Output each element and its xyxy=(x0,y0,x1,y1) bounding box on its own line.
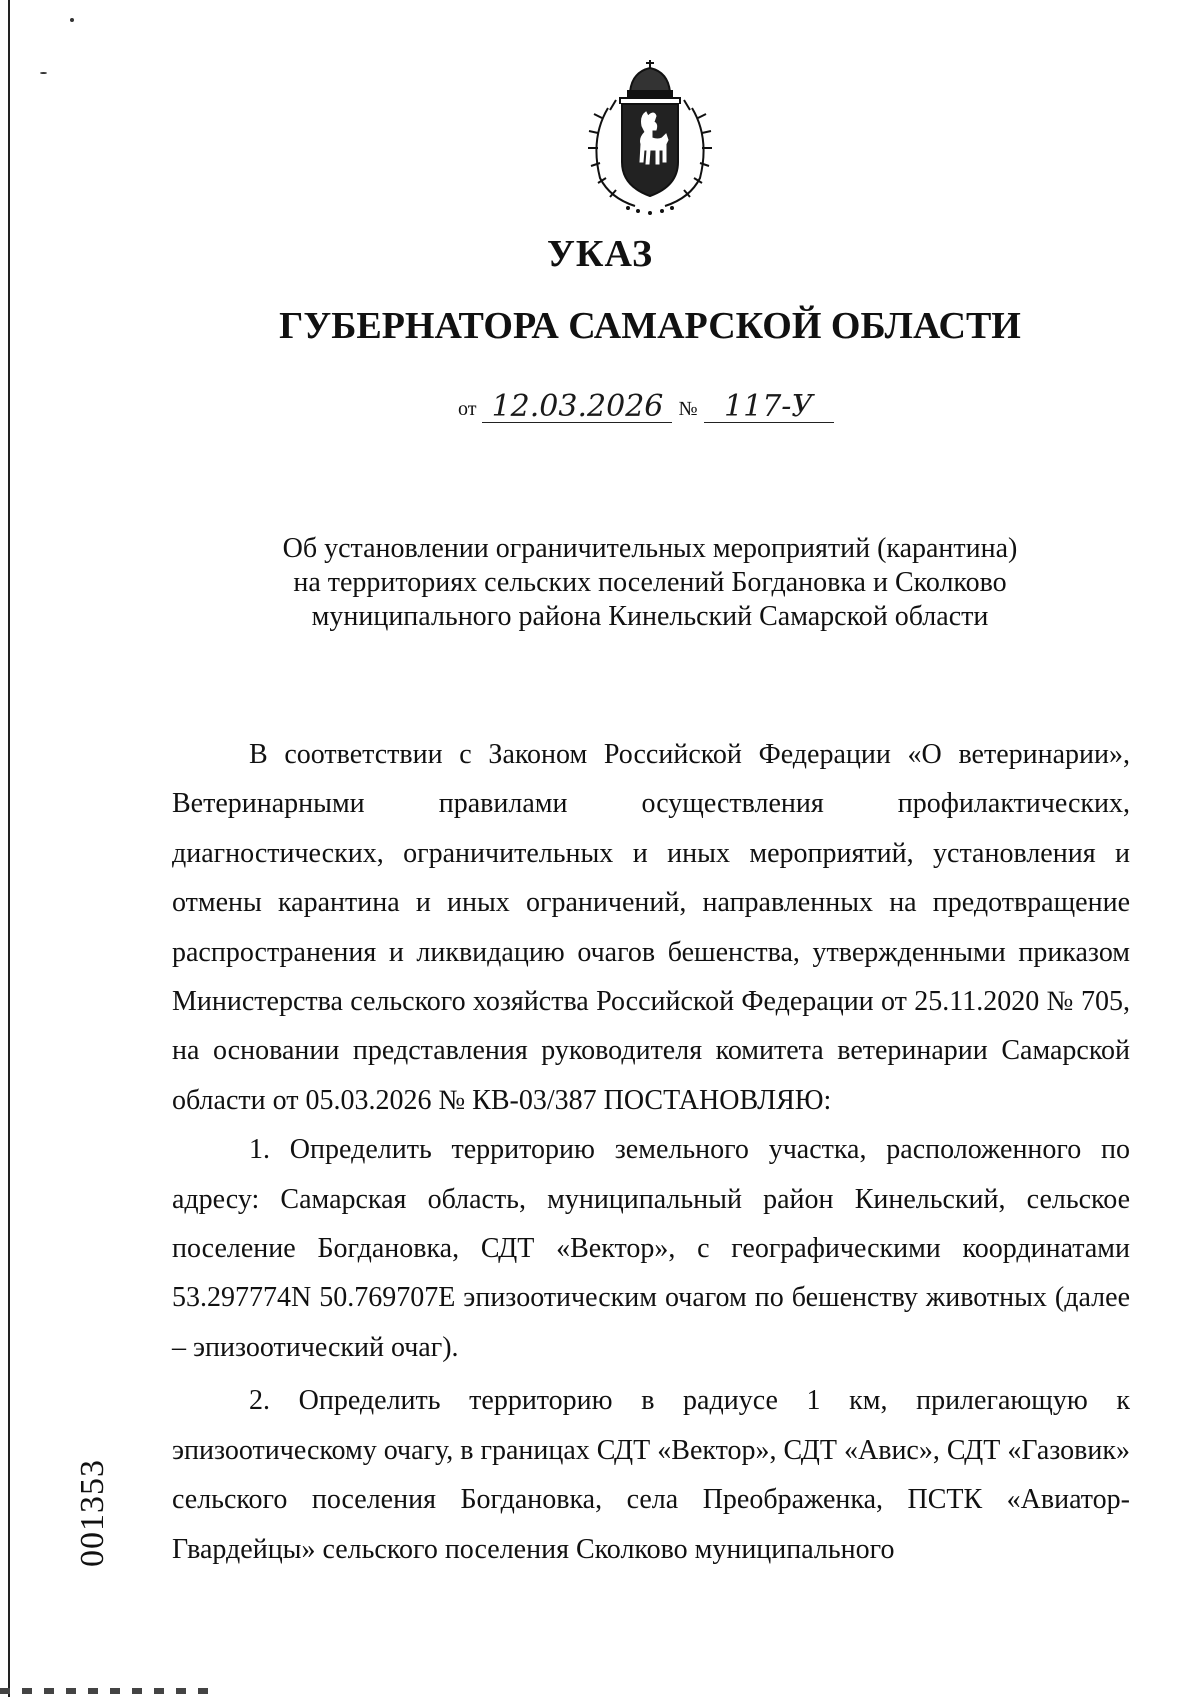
document-title: УКАЗ xyxy=(547,233,653,275)
handwritten-date: 12.03.2026 xyxy=(482,392,672,423)
subject-line: муниципального района Кинельский Самарской области xyxy=(311,601,989,632)
document-subject xyxy=(0,532,1200,634)
scan-speck xyxy=(70,18,74,22)
subject-line: на территориях сельских поселений Богдановка и Сколково xyxy=(293,567,1007,598)
document-subtitle: ГУБЕРНАТОРА САМАРСКОЙ ОБЛАСТИ xyxy=(279,305,1021,347)
subject-line: Об установлении ограничительных мероприятий (карантина) xyxy=(282,533,1018,564)
body-paragraph: В соответствии с Законом Российской Федерации «О ветеринарии», Ветеринарными правилами осуществления профилактических, диагностических, ограничительных и иных мероприятий, установления и отмены карантина и иных ограничений, направленных на предотвращение распространения и ликвидацию очагов бешенства, утвержденными приказом Министерства сельского хозяйства Российской Федерации от 25.11.2020 № 705, на основании представления руководителя комитета ветеринарии Самарской области от 05.03.2026 № КВ-03/387 ПОСТАНОВЛЯЮ: xyxy=(172,739,1130,1116)
date-number-line xyxy=(458,389,834,424)
body-paragraph: 2. Определить территорию в радиусе 1 км, прилегающую к эпизоотическому очагу, в границах СДТ «Вектор», СДТ «Авис», СДТ «Газовик» сельского поселения Богдановка, села Преображенка, ПСТК «Авиатор-Гвардейцы» сельского поселения Сколково муниципального xyxy=(172,1385,1130,1565)
number-prefix: № xyxy=(678,398,698,420)
date-prefix: от xyxy=(458,398,477,420)
scan-speck xyxy=(40,72,47,74)
registration-number: 001353 xyxy=(74,1459,111,1567)
handwritten-number: 117-У xyxy=(704,392,834,423)
samara-coat-of-arms-icon xyxy=(580,58,720,218)
scan-bottom-marks xyxy=(0,1688,220,1694)
body-paragraph: 1. Определить территорию земельного участка, расположенного по адресу: Самарская область, муниципальный район Кинельский, сельское поселение Богдановка, СДТ «Вектор», с географическими координатами 53.297774N 50.769707E эпизоотическим очагом по бешенству животных (далее – эпизоотический очаг). xyxy=(172,1134,1130,1363)
document-body xyxy=(172,730,1130,1574)
